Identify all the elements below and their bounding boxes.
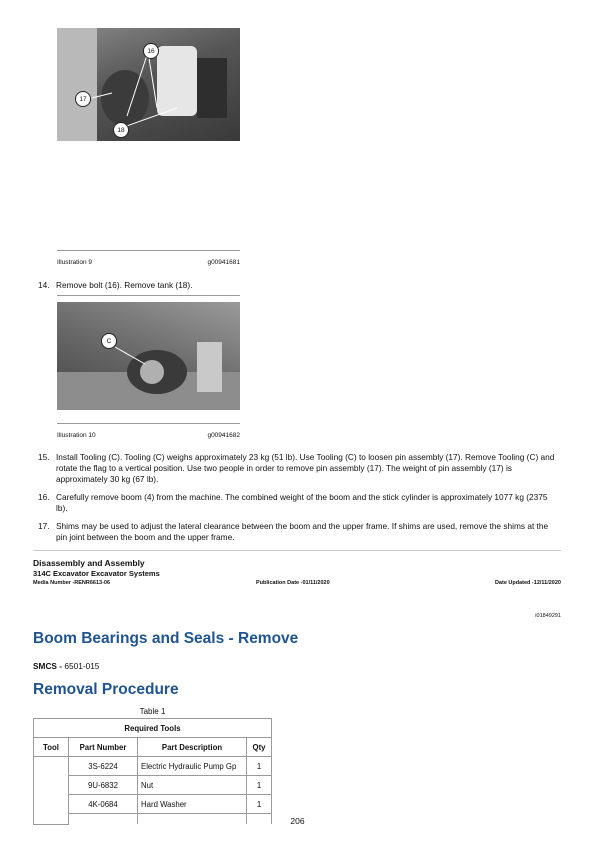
illustration-10-drawing (57, 302, 240, 410)
callout-18: 18 (113, 122, 129, 138)
illustration-9-photo (57, 28, 240, 141)
step-16 (38, 492, 558, 514)
smcs-value: 6501-015 (64, 661, 100, 671)
part-number-cell: 9U-6832 (69, 776, 138, 795)
callout-16: 16 (143, 43, 159, 59)
part-description-cell: Electric Hydraulic Pump Gp (138, 757, 247, 776)
column-header-qty: Qty (247, 738, 272, 757)
illustration-9-caption (57, 250, 240, 266)
step-number: 17. (38, 521, 50, 531)
step-text: Remove bolt (16). Remove tank (18). (56, 280, 193, 290)
illustration-label: Illustration 10 (57, 432, 96, 439)
step-number: 16. (38, 492, 50, 502)
media-number: Media Number -RENR6613-06 (33, 580, 111, 586)
step-number: 15. (38, 452, 50, 462)
qty-cell: 1 (247, 776, 272, 795)
table-row (34, 795, 272, 814)
column-header-part-description: Part Description (138, 738, 247, 757)
date-updated: Date Updated -12/11/2020 (494, 580, 561, 586)
document-subtitle: 314C Excavator Excavator Systems (33, 569, 160, 578)
table-row (34, 776, 272, 795)
subsection-title: Removal Procedure (33, 681, 179, 698)
illustration-10-photo (57, 302, 240, 410)
column-header-tool: Tool (34, 738, 69, 757)
step-number: 14. (38, 280, 50, 290)
part-description-cell: Nut (138, 776, 247, 795)
smcs-line (33, 661, 99, 671)
smcs-label: SMCS - (33, 661, 65, 671)
step-text: Carefully remove boom (4) from the machine. The combined weight of the boom and the stick cylinder is approximately 1077 kg (2375 lb). (56, 492, 548, 513)
part-number-cell: 4K-0684 (69, 795, 138, 814)
part-number-cell: 3S-6224 (69, 757, 138, 776)
table-title: Required Tools (34, 719, 272, 738)
step-text: Install Tooling (C). Tooling (C) weighs approximately 23 kg (51 lb). Use Tooling (C) to loosen pin assembly (17). Remove Tooling (C) and rotate the flag to a vertical position. Use two people in order to remove pin assembly (17). The weight of pin assembly (17) is approximately 30 kg (67 lb). (56, 452, 555, 484)
qty-cell: 1 (247, 795, 272, 814)
qty-cell: 1 (247, 757, 272, 776)
part-description-cell: Hard Washer (138, 795, 247, 814)
publication-date: Publication Date -01/11/2020 (256, 580, 330, 586)
illustration-label: Illustration 9 (57, 259, 93, 266)
illustration-code: g00941682 (207, 432, 240, 439)
illustration-10-caption (57, 423, 240, 439)
step-14 (38, 280, 558, 291)
section-title: Boom Bearings and Seals - Remove (33, 630, 299, 647)
required-tools-table (33, 718, 272, 825)
header-divider (33, 550, 561, 551)
step-17 (38, 521, 558, 543)
divider (57, 295, 240, 296)
table-caption: Table 1 (139, 707, 166, 716)
table-header-row (34, 738, 272, 757)
table-title-row (34, 719, 272, 738)
page-number: 206 (290, 816, 305, 826)
illustration-code: g00941681 (207, 259, 240, 266)
table-row (34, 757, 272, 776)
callout-c: C (101, 333, 117, 349)
tool-cell (34, 757, 69, 825)
step-text: Shims may be used to adjust the lateral clearance between the boom and the upper frame. If shims are used, remove the shims at the pin joint between the boom and the upper frame. (56, 521, 549, 542)
step-15 (38, 452, 558, 485)
callout-17: 17 (75, 91, 91, 107)
document-title: Disassembly and Assembly (33, 558, 145, 568)
document-id: i01849291 (535, 613, 561, 619)
column-header-part-number: Part Number (69, 738, 138, 757)
